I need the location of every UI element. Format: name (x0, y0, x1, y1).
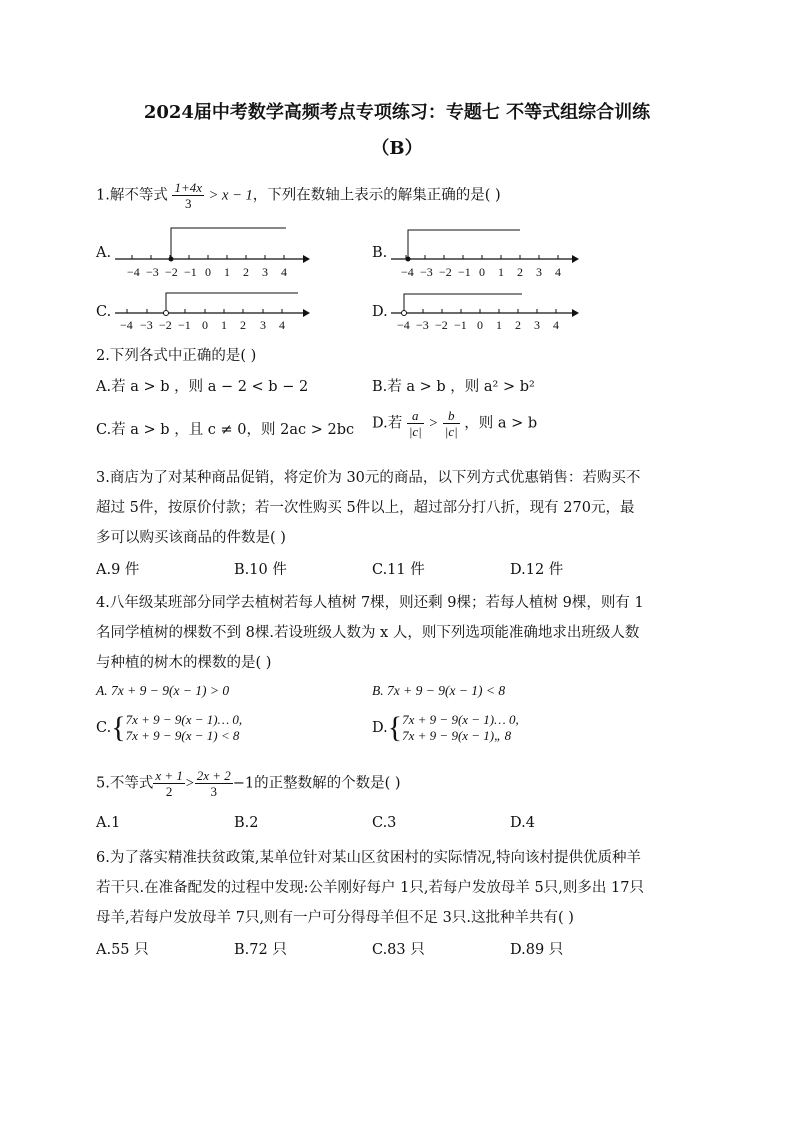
q1-frac-den: 3 (184, 196, 192, 211)
question-4-line-2: 名同学植树的棵数不到 8棵.若设班级人数为 x 人，则下列选项能准确地求出班级人数 (96, 625, 640, 641)
number-line-a (110, 225, 310, 280)
q6-option-a: A.55 只 (96, 942, 149, 958)
number-line-c-tick-label: −1 (178, 318, 191, 332)
q1-option-a-label: A. (96, 245, 112, 261)
number-line-a-tick-label: −4 (127, 265, 140, 279)
number-line-d-open-dot (402, 311, 407, 316)
number-line-c-tick-label: 4 (279, 318, 285, 332)
number-line-c-tick-label: 1 (221, 318, 227, 332)
q4-option-c (96, 712, 242, 744)
question-6-line-3: 母羊,若每户发放母羊 7只,则有一户可分得母羊但不足 3只.这批种羊共有( ) (96, 910, 574, 926)
q2-d-f2-num: b (443, 408, 460, 424)
q5-option-a: A.1 (96, 815, 121, 831)
q4-d-system: { 7x + 9 − 9(x − 1)… 0, 7x + 9 − 9(x − 1)„ 8 (387, 711, 519, 744)
number-line-c-tick-label: −4 (120, 318, 133, 332)
q3-option-d: D.12 件 (510, 562, 564, 578)
number-line-a-tick-label: 2 (243, 265, 249, 279)
number-line-a-ticks (132, 255, 284, 259)
number-line-a-tick-label: −2 (165, 265, 178, 279)
question-6-line-2: 若干只.在准备配发的过程中发现:公羊刚好每户 1只,若每户发放母羊 5只,则多出 17只 (96, 880, 644, 896)
q4-c-label: C. (96, 720, 112, 736)
number-line-a-tick-label: 3 (262, 265, 268, 279)
number-line-d-tick-label: 0 (477, 318, 483, 332)
number-line-b-solid-dot (406, 257, 411, 262)
q5-fraction-1 (153, 768, 185, 799)
number-line-d-tick-label: 4 (553, 318, 559, 332)
q5-f2-den: 3 (210, 784, 217, 799)
q1-option-b-label: B. (372, 245, 388, 261)
q2-d-f2-den: |c| (444, 424, 458, 439)
number-line-c-open-dot (164, 311, 169, 316)
number-line-d-tick-label: −2 (435, 318, 448, 332)
q5-fraction-2 (195, 768, 233, 799)
q2-d-fraction-1 (407, 408, 424, 439)
q4-d-label: D. (372, 720, 388, 736)
question-3-line-2: 超过 5件，按原价付款；若一次性购买 5件以上，超过部分打八折，现有 270元，最 (96, 500, 635, 516)
question-2-stem: 2.下列各式中正确的是( ) (96, 348, 257, 364)
q2-d-f1-num: a (407, 408, 424, 424)
number-line-a-tick-label: 1 (224, 265, 230, 279)
number-line-b-tick-label: −4 (401, 265, 414, 279)
q5-suffix: −1的正整数解的个数是( ) (232, 775, 401, 792)
number-line-c-axis (115, 309, 310, 317)
q1-frac-num: 1+4x (174, 180, 202, 195)
number-line-d-tick-label: −4 (397, 318, 410, 332)
number-line-b-ticks (406, 255, 558, 259)
number-line-b-axis (391, 255, 579, 263)
question-3-line-1: 3.商店为了对某种商品促销，将定价为 30元的商品，以下列方式优惠销售：若购买不 (96, 470, 641, 486)
number-line-d-solution-ray (404, 294, 522, 310)
number-line-c-tick-label: 0 (202, 318, 208, 332)
number-line-b-tick-label: 3 (536, 265, 542, 279)
number-line-b-tick-label: 0 (479, 265, 485, 279)
q5-prefix: 5.不等式 (96, 775, 154, 792)
q1-inequality: > x − 1 (208, 187, 253, 204)
q3-option-a: A.9 件 (96, 562, 140, 578)
q2-option-d: D.若 $\frac{a}{|c|}$ > $\frac{b}{|c|}$ ，则 a > b (372, 408, 538, 439)
number-line-c-tick-label: 2 (240, 318, 246, 332)
page-title: 2024届中考数学高频考点专项练习：专题七 不等式组综合训练 (143, 102, 651, 123)
question-1-stem (96, 180, 501, 211)
number-line-d-tick-label: 1 (496, 318, 502, 332)
number-line-a-tick-label: −3 (146, 265, 159, 279)
q4-option-b: B. 7x + 9 − 9(x − 1) < 8 (372, 683, 506, 698)
number-line-a-tick-label: −1 (184, 265, 197, 279)
number-line-d (386, 285, 586, 335)
number-line-c-solution-ray (166, 293, 298, 310)
q5-f1-den: 2 (165, 784, 173, 799)
number-line-c-tick-label: −2 (159, 318, 172, 332)
number-line-d-axis (391, 309, 579, 317)
q4-option-d (372, 712, 519, 744)
q6-option-d: D.89 只 (510, 942, 564, 958)
question-4-line-1: 4.八年级某班部分同学去植树若每人植树 7棵，则还剩 9棵；若每人植树 9棵，则有 1 (96, 595, 644, 611)
q5-option-d: D.4 (510, 815, 535, 831)
q3-option-b: B.10 件 (234, 562, 287, 578)
number-line-d-ticks (404, 309, 556, 313)
q1-prefix: 1.解不等式 (96, 187, 168, 204)
question-5-stem (96, 768, 401, 799)
page-subtitle: （B） (371, 138, 423, 159)
q5-f1-num: x + 1 (155, 768, 183, 783)
number-line-c-tick-label: −3 (140, 318, 153, 332)
number-line-a-tick-label: 4 (281, 265, 287, 279)
q1-option-d-label: D. (372, 304, 388, 320)
number-line-b-solution-ray (408, 230, 520, 259)
q2-d-f1-den: |c| (408, 424, 422, 439)
q4-c-row-1: 7x + 9 − 9(x − 1)… 0, (125, 712, 243, 727)
number-line-b-tick-label: 1 (498, 265, 504, 279)
number-line-d-tick-label: −1 (454, 318, 467, 332)
number-line-c-ticks (127, 309, 282, 313)
number-line-b-tick-label: −3 (420, 265, 433, 279)
q5-option-b: B.2 (234, 815, 259, 831)
question-3-line-3: 多可以购买该商品的件数是( ) (96, 530, 286, 546)
q2-d-fraction-2 (443, 408, 460, 439)
q4-d-row-2: 7x + 9 − 9(x − 1)„ 8 (402, 728, 512, 743)
q6-option-b: B.72 只 (234, 942, 287, 958)
number-line-a-tick-label: 0 (205, 265, 211, 279)
q1-suffix: ，下列在数轴上表示的解集正确的是( ) (252, 187, 501, 204)
number-line-b-tick-label: 4 (555, 265, 561, 279)
q4-c-row-2: 7x + 9 − 9(x − 1) < 8 (125, 728, 240, 743)
number-line-d-tick-label: 3 (534, 318, 540, 332)
number-line-b-tick-label: 2 (517, 265, 523, 279)
q5-f2-num: 2x + 2 (196, 768, 231, 783)
number-line-a-axis (115, 255, 310, 263)
number-line-c (110, 285, 310, 335)
number-line-c-tick-label: 3 (260, 318, 266, 332)
q2-option-a: A.若 a > b ，则 a − 2 < b − 2 (96, 379, 309, 395)
number-line-b-tick-label: −1 (458, 265, 471, 279)
question-6-line-1: 6.为了落实精准扶贫政策,某单位针对某山区贫困村的实际情况,特向该村提供优质种羊 (96, 850, 642, 866)
q6-option-c: C.83 只 (372, 942, 425, 958)
q2-d-suffix: ，则 a > b (464, 415, 538, 432)
number-line-b (386, 225, 586, 280)
q5-gt: > (184, 775, 195, 792)
q4-d-row-1: 7x + 9 − 9(x − 1)… 0, (402, 712, 519, 727)
q2-option-c: C.若 a > b ，且 c ≠ 0，则 2ac > 2bc (96, 422, 355, 438)
q1-fraction (172, 180, 204, 211)
number-line-b-tick-label: −2 (439, 265, 452, 279)
q2-option-b: B.若 a > b ，则 a² > b² (372, 379, 535, 395)
q3-option-c: C.11 件 (372, 562, 425, 578)
number-line-d-tick-label: −3 (416, 318, 429, 332)
q1-option-c-label: C. (96, 304, 112, 320)
q5-option-c: C.3 (372, 815, 397, 831)
number-line-a-solid-dot (169, 257, 174, 262)
q4-option-a: A. 7x + 9 − 9(x − 1) > 0 (96, 683, 230, 698)
number-line-a-solution-ray (171, 228, 286, 259)
q4-c-system: { 7x + 9 − 9(x − 1)… 0, 7x + 9 − 9(x − 1) < 8 (111, 711, 243, 744)
q2-d-prefix: D.若 (372, 415, 403, 432)
number-line-d-tick-label: 2 (515, 318, 521, 332)
question-4-line-3: 与种植的树木的棵数的是( ) (96, 655, 272, 671)
